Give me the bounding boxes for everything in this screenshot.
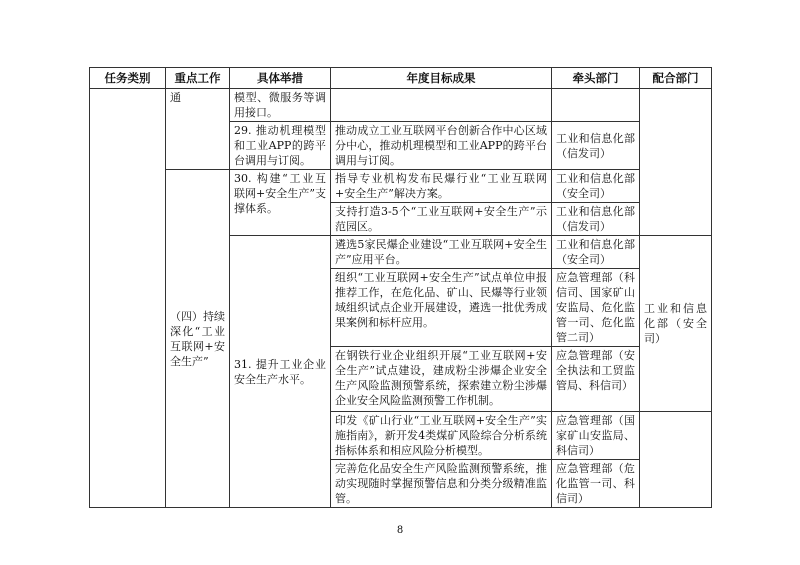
measure-cell: 30. 构建“工业互联网+安全生产”支撑体系。: [230, 170, 331, 236]
measure-cell: 31. 提升工业企业安全生产水平。: [230, 236, 331, 508]
measure-cell: 29. 推动机理模型和工业APP的跨平台调用与订阅。: [230, 122, 331, 170]
goal-cell: 支持打造3-5个“工业互联网+安全生产”示范园区。: [331, 203, 552, 236]
lead-dept-cell: 应急管理部（危化监管一司、科信司）: [552, 460, 640, 508]
lead-dept-cell: 应急管理部（国家矿山安监局、科信司）: [552, 412, 640, 460]
header-key-work: 重点工作: [166, 68, 230, 89]
header-task-category: 任务类别: [90, 68, 166, 89]
lead-dept-cell: 工业和信息化部（安全司）: [552, 236, 640, 269]
header-row: [90, 68, 712, 89]
header-annual-goals: 年度目标成果: [331, 68, 552, 89]
lead-dept-cell: 工业和信息化部（信发司）: [552, 203, 640, 236]
lead-dept-cell: 应急管理部（科信司、国家矿山安监局、危化监管一司、危化监管二司）: [552, 269, 640, 347]
measure-cell: 模型、微服务等调用接口。: [230, 89, 331, 122]
task-table: [89, 67, 712, 508]
goal-cell: 在钢铁行业企业组织开展“工业互联网+安全生产”试点建设，建成粉尘涉爆企业安全生产风险监测预警系统，探索建立粉尘涉爆企业安全风险监测预警工作机制。: [331, 347, 552, 412]
goal-cell: [331, 89, 552, 122]
goal-cell: 遴选5家民爆企业建设“工业互联网+安全生产”应用平台。: [331, 236, 552, 269]
key-work-cell: 通: [166, 89, 230, 170]
goal-cell: 指导专业机构发布民爆行业“工业互联网+安全生产”解决方案。: [331, 170, 552, 203]
goal-cell: 推动成立工业互联网平台创新合作中心区域分中心，推动机理模型和工业APP的跨平台调用与订阅。: [331, 122, 552, 170]
lead-dept-cell: 应急管理部（安全执法和工贸监管局、科信司）: [552, 347, 640, 412]
goal-cell: 完善危化品安全生产风险监测预警系统，推动实现随时掌握预警信息和分类分级精准监管。: [331, 460, 552, 508]
header-specific-measures: 具体举措: [230, 68, 331, 89]
task-category-cell: [90, 89, 166, 508]
key-work-cell: （四）持续深化“工业互联网+安全生产”: [166, 170, 230, 508]
goal-cell: 印发《矿山行业“工业互联网+安全生产”实施指南》，新开发4类煤矿风险综合分析系统指标体系和相应风险分析模型。: [331, 412, 552, 460]
page-number: 8: [396, 525, 404, 536]
header-lead-department: 牵头部门: [552, 68, 640, 89]
table-row: [90, 170, 712, 203]
coop-dept-cell: 工业和信息化部（安全司）: [640, 236, 712, 412]
header-cooperating-department: 配合部门: [640, 68, 712, 89]
lead-dept-cell: [552, 89, 640, 122]
lead-dept-cell: 工业和信息化部（信发司）: [552, 122, 640, 170]
table-row: [90, 89, 712, 122]
lead-dept-cell: 工业和信息化部（安全司）: [552, 170, 640, 203]
coop-dept-cell: [640, 412, 712, 508]
goal-cell: 组织“工业互联网+安全生产”试点单位申报推荐工作，在危化品、矿山、民爆等行业领域组织试点企业开展建设，遴选一批优秀成果案例和标杆应用。: [331, 269, 552, 347]
coop-dept-cell: [640, 89, 712, 236]
